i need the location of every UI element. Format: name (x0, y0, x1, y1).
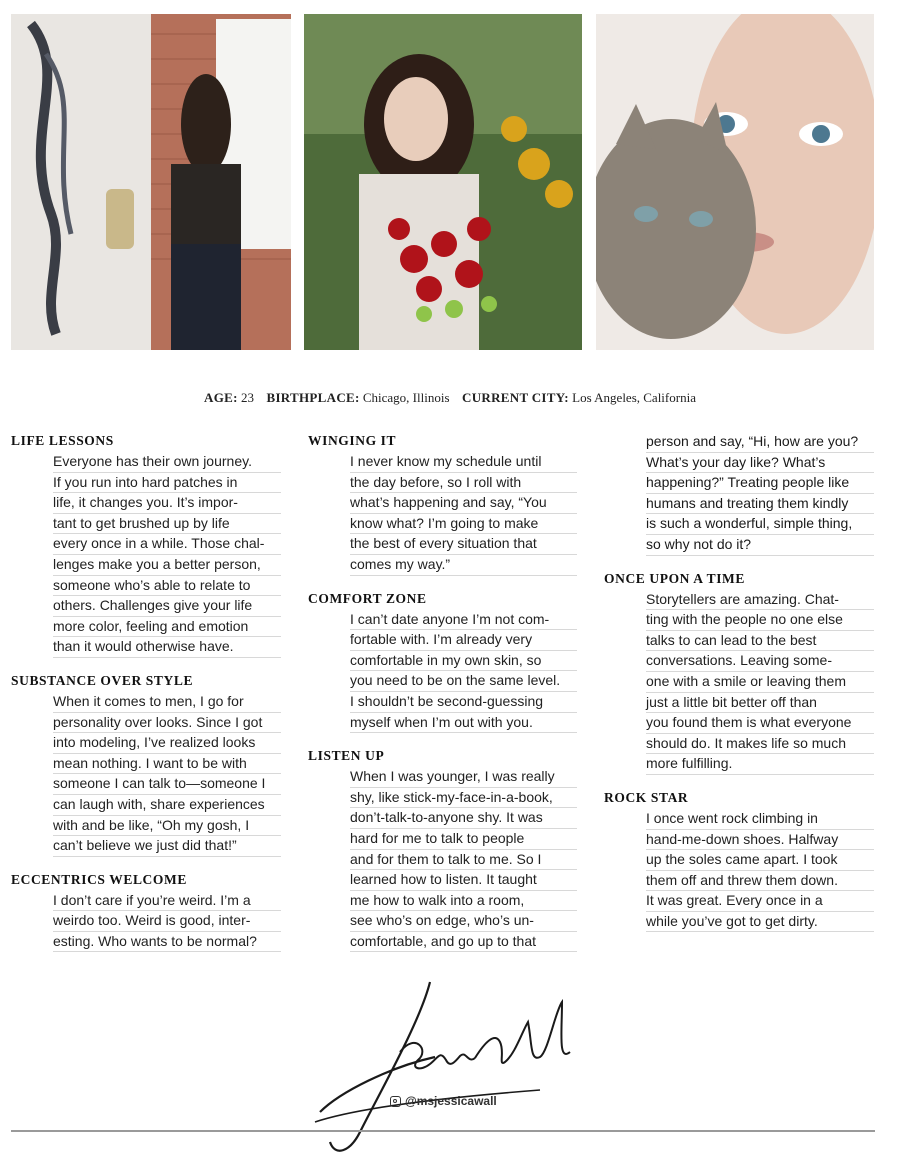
text-line: learned how to listen. It taught (350, 870, 577, 891)
text-line: It was great. Every once in a (646, 891, 874, 912)
section-body (53, 692, 281, 857)
instagram-handle (390, 1094, 497, 1108)
text-line: the best of every situation that (350, 534, 577, 555)
text-line: you need to be on the same level. (350, 671, 577, 692)
text-line: don’t-talk-to-anyone shy. It was (350, 808, 577, 829)
text-line: others. Challenges give your life (53, 596, 281, 617)
text-line: esting. Who wants to be normal? (53, 932, 281, 953)
text-line: while you’ve got to get dirty. (646, 912, 874, 933)
text-line: with and be like, “Oh my gosh, I (53, 816, 281, 837)
column-3 (604, 432, 874, 946)
bottom-divider (11, 1130, 875, 1132)
column-1 (11, 432, 281, 966)
photo-flower-bouquet (304, 14, 582, 350)
section-body (53, 891, 281, 953)
handwritten-signature (300, 972, 590, 1162)
section-eccentrics-welcome (11, 871, 281, 953)
text-line: talks to can lead to the best (646, 631, 874, 652)
age-value: 23 (240, 390, 254, 405)
text-line: weirdo too. Weird is good, inter- (53, 911, 281, 932)
text-line: see who’s on edge, who’s un- (350, 911, 577, 932)
section-heading: WINGING IT (308, 433, 397, 448)
text-line: comfortable in my own skin, so (350, 651, 577, 672)
text-line: them off and threw them down. (646, 871, 874, 892)
text-line: person and say, “Hi, how are you? (646, 432, 874, 453)
age-label: AGE: (204, 390, 238, 405)
text-line: conversations. Leaving some- (646, 651, 874, 672)
text-line: Everyone has their own journey. (53, 452, 281, 473)
text-line: When it comes to men, I go for (53, 692, 281, 713)
section-substance-over-style (11, 672, 281, 857)
text-line: should do. It makes life so much (646, 734, 874, 755)
text-line: up the soles came apart. I took (646, 850, 874, 871)
text-line: hand-me-down shoes. Halfway (646, 830, 874, 851)
text-line: I don’t care if you’re weird. I’m a (53, 891, 281, 912)
text-line: what’s happening and say, “You (350, 493, 577, 514)
section-body (350, 452, 577, 576)
text-line: and for them to talk to me. So I (350, 850, 577, 871)
city-label: CURRENT CITY: (462, 390, 569, 405)
section-heading: LISTEN UP (308, 748, 385, 764)
section-once-upon-a-time (604, 570, 874, 775)
section-heading: COMFORT ZONE (308, 590, 427, 606)
section-winging-it (308, 432, 577, 576)
text-line: fortable with. I’m already very (350, 630, 577, 651)
text-line: is such a wonderful, simple thing, (646, 514, 874, 535)
text-line: I once went rock climbing in (646, 809, 874, 830)
text-line: hard for me to talk to people (350, 829, 577, 850)
text-line: mean nothing. I want to be with (53, 754, 281, 775)
photo-painting-studio (11, 14, 291, 350)
text-line: comfortable, and go up to that (350, 932, 577, 953)
text-line: can’t believe we just did that!” (53, 836, 281, 857)
text-line: shy, like stick-my-face-in-a-book, (350, 788, 577, 809)
column-2 (308, 432, 577, 966)
section-body (350, 767, 577, 952)
instagram-icon (390, 1096, 401, 1107)
text-line: so why not do it? (646, 535, 874, 556)
photo-cat-selfie (596, 14, 874, 350)
continued-text (646, 432, 874, 556)
section-body (646, 809, 874, 933)
text-line: What’s your day like? What’s (646, 453, 874, 474)
text-line: humans and treating them kindly (646, 494, 874, 515)
text-line: one with a smile or leaving them (646, 672, 874, 693)
text-line: tant to get brushed up by life (53, 514, 281, 535)
text-line: more fulfilling. (646, 754, 874, 775)
section-heading: LIFE LESSONS (11, 433, 114, 448)
text-line: When I was younger, I was really (350, 767, 577, 788)
text-line: comes my way.” (350, 555, 577, 576)
text-line: lenges make you a better person, (53, 555, 281, 576)
text-line: someone who’s able to relate to (53, 576, 281, 597)
text-line: ting with the people no one else (646, 610, 874, 631)
text-line: me how to walk into a room, (350, 891, 577, 912)
text-line: you found them is what everyone (646, 713, 874, 734)
text-line: every once in a while. Those chal- (53, 534, 281, 555)
text-line: If you run into hard patches in (53, 473, 281, 494)
section-body (646, 590, 874, 775)
text-line: into modeling, I’ve realized looks (53, 733, 281, 754)
text-line: just a little bit better off than (646, 693, 874, 714)
text-line: happening?” Treating people like (646, 473, 874, 494)
text-line: I can’t date anyone I’m not com- (350, 610, 577, 631)
text-line: personality over looks. Since I got (53, 713, 281, 734)
text-line: Storytellers are amazing. Chat- (646, 590, 874, 611)
text-line: know what? I’m going to make (350, 514, 577, 535)
handle-text: @msjessicawall (405, 1094, 497, 1108)
text-line: can laugh with, share experiences (53, 795, 281, 816)
text-line: more color, feeling and emotion (53, 617, 281, 638)
text-line: I never know my schedule until (350, 452, 577, 473)
birthplace-label: BIRTHPLACE: (266, 390, 360, 405)
birthplace-value: Chicago, Illinois (362, 390, 450, 405)
section-body (350, 610, 577, 734)
text-line: than it would otherwise have. (53, 637, 281, 658)
city-value: Los Angeles, California (572, 390, 696, 405)
section-comfort-zone (308, 590, 577, 734)
section-heading: ONCE UPON A TIME (604, 570, 745, 586)
text-line: myself when I’m out with you. (350, 713, 577, 734)
section-body (53, 452, 281, 658)
profile-facts (0, 390, 900, 406)
text-line: I shouldn’t be second-guessing (350, 692, 577, 713)
section-life-lessons (11, 432, 281, 658)
text-line: life, it changes you. It’s impor- (53, 493, 281, 514)
section-heading: ROCK STAR (604, 789, 689, 805)
section-heading: SUBSTANCE OVER STYLE (11, 672, 194, 688)
section-heading: ECCENTRICS WELCOME (11, 871, 187, 887)
text-line: the day before, so I roll with (350, 473, 577, 494)
section-rock-star (604, 789, 874, 933)
section-listen-up (308, 747, 577, 952)
text-line: someone I can talk to—someone I (53, 774, 281, 795)
